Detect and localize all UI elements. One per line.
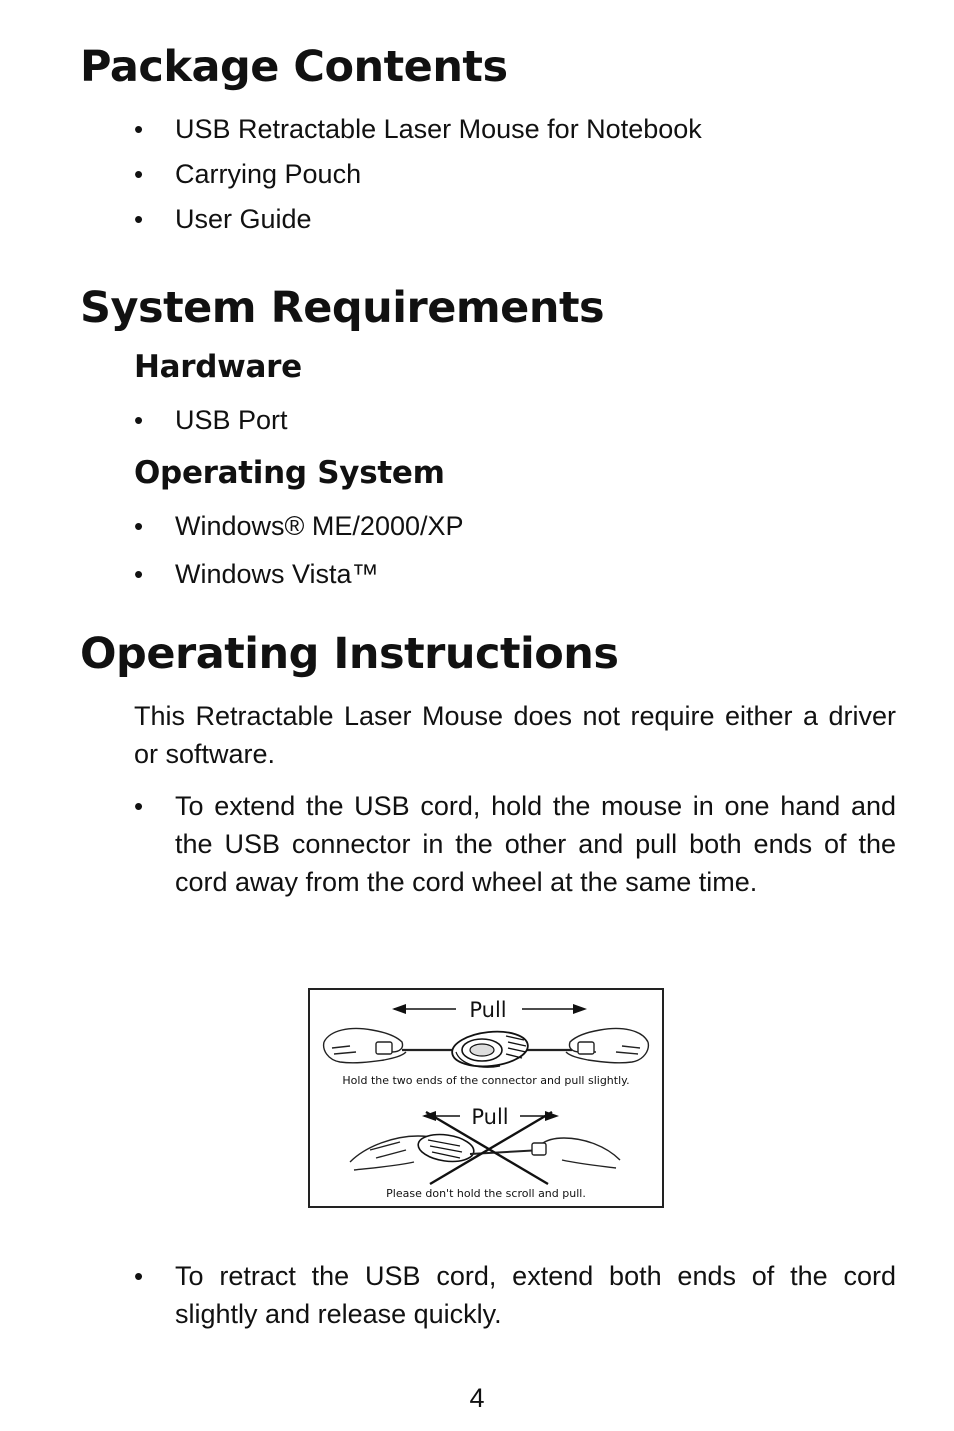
bullet-icon: •: [134, 559, 144, 589]
bullet-icon: •: [134, 159, 144, 189]
incorrect-pull-diagram: [350, 1105, 620, 1200]
hardware-heading: Hardware: [134, 349, 302, 385]
instructions-step-1: [134, 787, 896, 901]
operating-system-heading: Operating System: [134, 455, 445, 491]
list-item: • Windows® ME/2000/XP: [134, 507, 896, 545]
list-item: • Carrying Pouch: [134, 155, 896, 193]
operating-system-list: [134, 507, 896, 593]
bottom-caption: Please don't hold the scroll and pull.: [386, 1187, 586, 1200]
bullet-icon: •: [134, 204, 144, 234]
list-item: • Windows Vista™: [134, 555, 896, 593]
list-item: • To retract the USB cord, extend both ends of the cord slightly and release quickly.: [134, 1257, 896, 1333]
hardware-list: [134, 401, 896, 439]
mouse-icon: [450, 1028, 529, 1070]
top-pull-label: Pull: [469, 998, 507, 1022]
right-hand-icon: [532, 1138, 620, 1168]
page-number: 4: [469, 1383, 485, 1413]
right-arrow-icon: [522, 1004, 587, 1014]
operating-instructions-heading: Operating Instructions: [80, 629, 619, 679]
instructions-step-2: [134, 1257, 896, 1333]
bullet-icon: •: [134, 1261, 144, 1291]
system-requirements-heading: System Requirements: [80, 283, 605, 333]
correct-pull-diagram: [324, 998, 649, 1087]
package-contents-list: [134, 110, 896, 238]
bullet-icon: •: [134, 405, 144, 435]
list-item: • USB Retractable Laser Mouse for Notebook: [134, 110, 896, 148]
list-item: • To extend the USB cord, hold the mouse in one hand and the USB connector in the other and pull both ends of the cord away from the cord wheel at the same time.: [134, 787, 896, 901]
bullet-icon: •: [134, 511, 144, 541]
instructions-intro: This Retractable Laser Mouse does not require either a driver or software.: [134, 701, 896, 769]
left-hand-icon: [324, 1029, 406, 1063]
top-caption: Hold the two ends of the connector and pull slightly.: [342, 1074, 630, 1087]
illustration-svg: [310, 990, 662, 1206]
list-item: • User Guide: [134, 200, 896, 238]
left-arrow-icon: [392, 1004, 456, 1014]
bottom-pull-label: Pull: [471, 1105, 509, 1129]
cord-pull-illustration: [308, 988, 664, 1208]
list-item: • USB Port: [134, 401, 896, 439]
bullet-icon: •: [134, 114, 144, 144]
package-contents-heading: Package Contents: [80, 42, 508, 92]
right-hand-icon: [566, 1029, 648, 1063]
bullet-icon: •: [134, 791, 144, 821]
